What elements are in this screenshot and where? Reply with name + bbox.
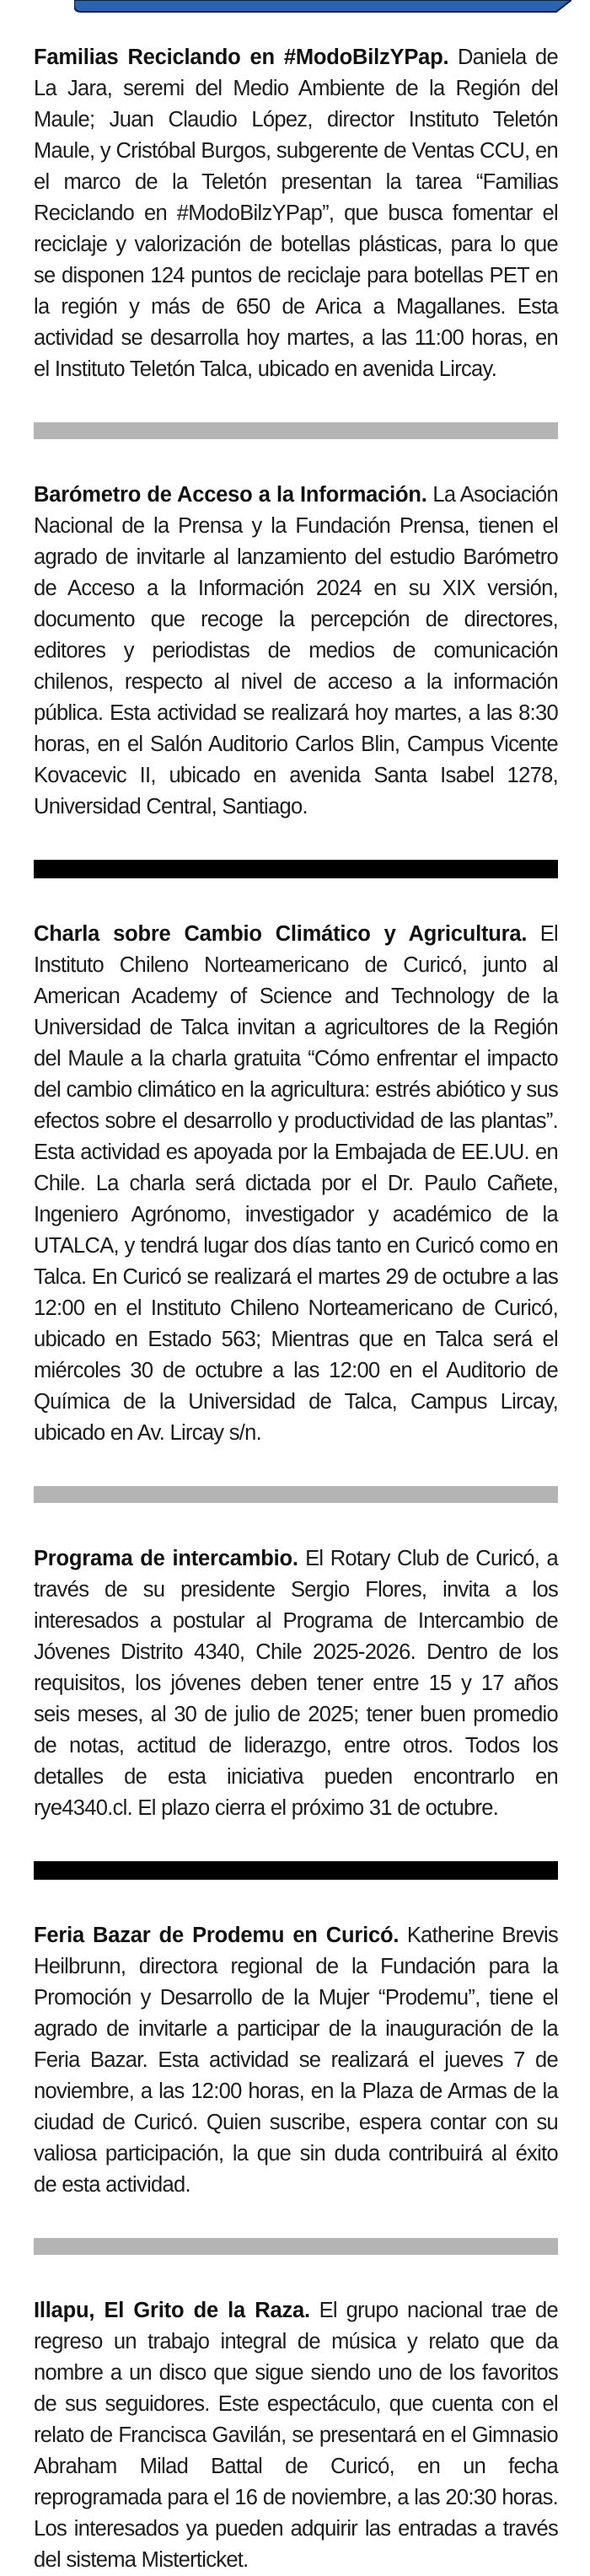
announcement-body: Daniela de La Jara, seremi del Medio Ambiente de la Región del Maule; Juan Claudio López, director Instituto Teletón Maule, y Cristóbal Burgos, subgerente de Ventas CCU, en el marco de la Teletón presentan la tarea “Familias Reciclando en #ModoBilzYPap”, que busca fomentar el reciclaje y valorización de botellas plásticas, para lo que se disponen 124 puntos de reciclaje para botellas PET en la región y más de 650 de Arica a Magallanes. Esta actividad se desarrolla hoy martes, a las 11:00 horas, en el Instituto Teletón Talca, ubicado en avenida Lircay. [34, 46, 558, 381]
announcement-title: Charla sobre Cambio Climático y Agricultura. [34, 922, 528, 946]
separator-bar-black [34, 860, 558, 878]
announcement-body: El Rotary Club de Curicó, a través de su presidente Sergio Flores, invita a los interesados a postular al Programa de Intercambio de Jóvenes Distrito 4340, Chile 2025-2026. Dentro de los requisitos, los jóvenes deben tener entre 15 y 17 años seis meses, al 30 de julio de 2025; tener buen promedio de notas, actitud de liderazgo, entre otros. Todos los detalles de esta iniciativa pueden encontrarlo en rye4340.cl. El plazo cierra el próximo 31 de octubre. [34, 1547, 558, 1820]
announcement-body: El grupo nacional trae de regreso un trabajo integral de música y relato que da nombre a un disco que sigue siendo uno de los favoritos de sus seguidores. Este espectáculo, que cuenta con el relato de Francisca Gavilán, se presentará en el Gimnasio Abraham Milad Battal de Curicó, en un fecha reprogramada para el 16 de noviembre, a las 20:30 horas. Los interesados ya pueden adquirir las entradas a través del sistema Misterticket. [34, 2299, 558, 2572]
announcement-item [34, 919, 558, 1449]
announcement-title: Programa de intercambio. [34, 1547, 298, 1570]
announcement-item [34, 1920, 558, 2201]
announcement-title: Feria Bazar de Prodemu en Curicó. [34, 1924, 400, 1947]
announcement-item [34, 480, 558, 823]
announcement-item [34, 1543, 558, 1824]
header-banner-fragment [74, 0, 571, 13]
announcement-body: El Instituto Chileno Norteamericano de Curicó, junto al American Academy of Science and Technology de la Universidad de Talca invitan a agricultores de la Región del Maule a la charla gratuita “Cómo enfrentar el impacto del cambio climático en la agricultura: estrés abiótico y sus efectos sobre el desarrollo y productividad de las plantas”. Esta actividad es apoyada por la Embajada de EE.UU. en Chile. La charla será dictada por el Dr. Paulo Cañete, Ingeniero Agrónomo, investigador y académico de la UTALCA, y tendrá lugar dos días tanto en Curicó como en Talca. En Curicó se realizará el martes 29 de octubre a las 12:00 en el Instituto Chileno Norteamericano de Curicó, ubicado en Estado 563; Mientras que en Talca será el miércoles 30 de octubre a las 12:00 en el Auditorio de Química de la Universidad de Talca, Campus Lircay, ubicado en Av. Lircay s/n. [34, 922, 558, 1445]
separator-bar-gray [34, 1486, 558, 1503]
announcement-title: Illapu, El Grito de la Raza. [34, 2299, 310, 2322]
separator-bar-black [34, 1861, 558, 1880]
announcement-body: La Asociación Nacional de la Prensa y la Fundación Prensa, tienen el agrado de invitarle al lanzamiento del estudio Barómetro de Acceso a la Información 2024 en su XIX versión, documento que recoge la percepción de directores, editores y periodistas de medios de comunicación chilenos, respecto al nivel de acceso a la información pública. Esta actividad se realizará hoy martes, a las 8:30 horas, en el Salón Auditorio Carlos Blin, Campus Vicente Kovacevic II, ubicado en avenida Santa Isabel 1278, Universidad Central, Santiago. [34, 483, 559, 818]
separator-bar-gray [34, 422, 558, 439]
announcements-column [34, 42, 558, 2576]
announcement-title: Barómetro de Acceso a la Información. [34, 483, 427, 507]
announcement-title: Familias Reciclando en #ModoBilzYPap. [34, 46, 449, 69]
announcement-item [34, 2295, 558, 2576]
announcement-body: Katherine Brevis Heilbrunn, directora regional de la Fundación para la Promoción y Desarrollo de la Mujer “Prodemu”, tiene el agrado de invitarle a participar de la inauguración de la Feria Bazar. Esta actividad se realizará el jueves 7 de noviembre, a las 12:00 horas, en la Plaza de Armas de la ciudad de Curicó. Quien suscribe, espera contar con su valiosa participación, la que sin duda contribuirá al éxito de esta actividad. [34, 1924, 558, 2197]
announcement-item [34, 42, 558, 385]
separator-bar-gray [34, 2238, 558, 2255]
